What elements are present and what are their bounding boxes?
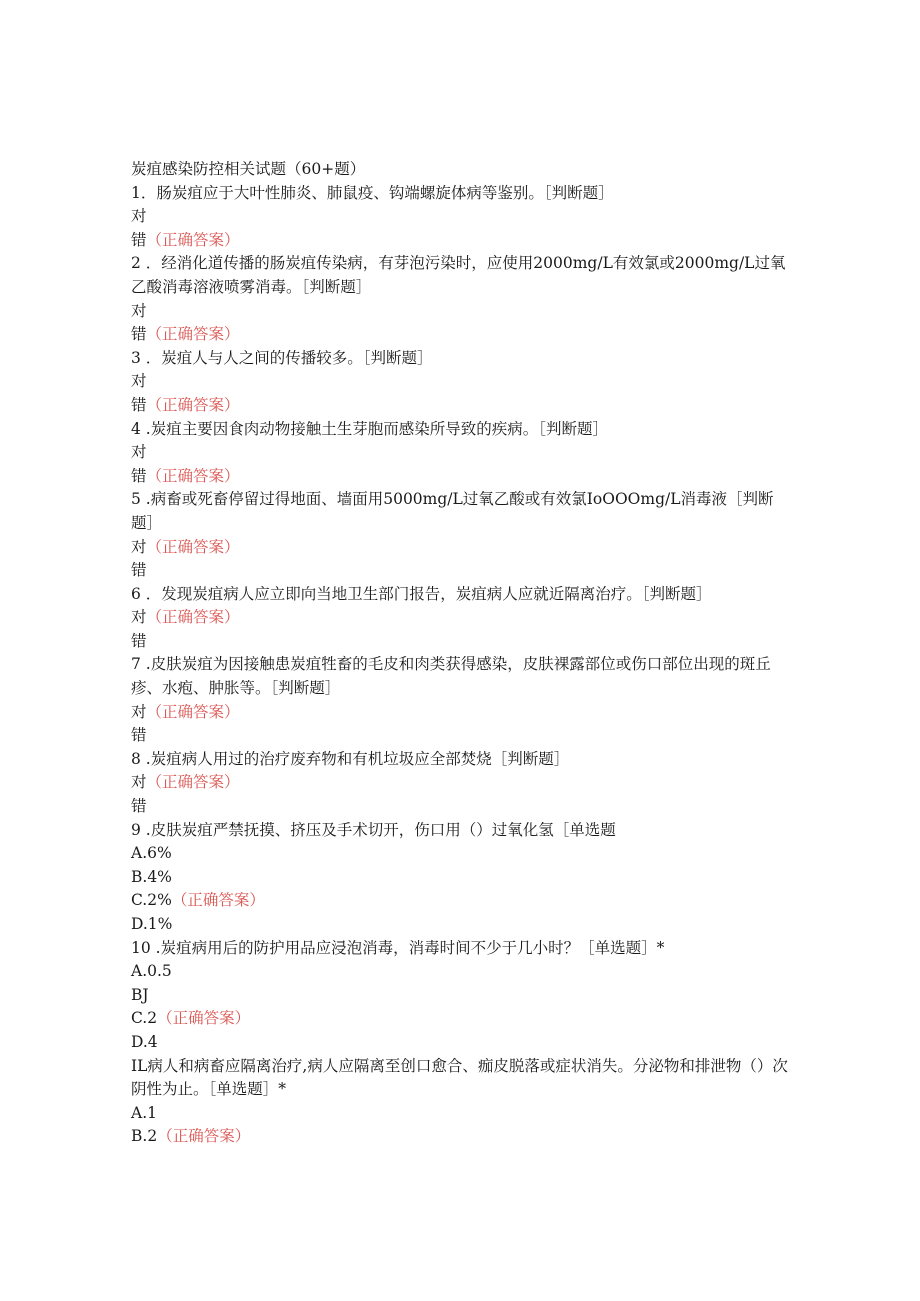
option: 对 [131,207,147,226]
option-correct: 错（正确答案） [131,395,240,414]
question-9: 9 .皮肤炭疽严禁抚摸、挤压及手术切开，伤口用（）过氧化氢［单选题 [131,820,616,839]
option: 错 [131,561,147,580]
question-10: 10 .炭疽病用后的防护用品应浸泡消毒，消毒时间不少于几小时？［单选题］* [131,938,665,957]
correct-answer-mark: （正确答案） [146,537,240,556]
document-title: 炭疽感染防控相关试题（60+题） [131,160,366,178]
option: D.4 [131,1032,158,1051]
question-2: 2 ．经消化道传播的肠炭疽传染病，有芽泡污染时，应使用2000mg/L有效氯或2000mg/L过氧乙酸消毒溶液喷雾消毒。［判断题］ [131,254,786,296]
question-6: 6 ．发现炭疽病人应立即向当地卫生部门报告，炭疽病人应就近隔离治疗。［判断题］ [131,584,712,603]
option: 对 [131,301,147,320]
option: BJ [131,985,149,1004]
option: 错 [131,631,147,650]
option-correct: 对（正确答案） [131,537,240,556]
correct-answer-mark: （正确答案） [146,325,240,344]
correct-answer-mark: （正确答案） [146,702,240,721]
question-4: 4 .炭疽主要因食肉动物接触土生芽胞而感染所导致的疾病。［判断题］ [131,419,608,438]
option-correct: C.2（正确答案） [131,1009,251,1028]
option: 错 [131,726,147,745]
correct-answer-mark: （正确答案） [171,891,265,910]
question-1: 1．肠炭疽应于大叶性肺炎、肺鼠疫、钩端螺旋体病等鉴别。［判断题］ [131,183,614,202]
correct-answer-mark: （正确答案） [146,230,240,249]
question-5: 5 .病畜或死畜停留过得地面、墙面用5000mg/L过氧乙酸或有效氯IoOOOmg/L消毒液［判断题］ [131,490,774,532]
correct-answer-mark: （正确答案） [146,466,240,485]
option-correct: 对（正确答案） [131,702,240,721]
document-body [131,158,791,1149]
question-7: 7 .皮肤炭疽为因接触患炭疽牲畜的毛皮和肉类获得感染，皮肤裸露部位或伤口部位出现的斑丘疹、水疱、肿胀等。［判断题］ [131,655,771,698]
question-8: 8 .炭疽病人用过的治疗废弃物和有机垃圾应全部焚烧［判断题］ [131,749,570,768]
correct-answer-mark: （正确答案） [146,608,240,627]
option-correct: C.2%（正确答案） [131,891,265,910]
option: A.0.5 [131,962,172,981]
option-correct: 错（正确答案） [131,230,240,249]
option-correct: B.2（正确答案） [131,1127,251,1146]
option-correct: 错（正确答案） [131,325,240,344]
option: D.1% [131,915,173,933]
option: 错 [131,797,147,816]
correct-answer-mark: （正确答案） [157,1009,251,1028]
correct-answer-mark: （正确答案） [146,773,240,792]
option-correct: 错（正确答案） [131,466,240,485]
correct-answer-mark: （正确答案） [157,1127,251,1146]
option: B.4% [131,867,172,886]
question-3: 3 ．炭疽人与人之间的传播较多。［判断题］ [131,348,433,367]
correct-answer-mark: （正确答案） [146,395,240,414]
option: 对 [131,443,147,462]
option-correct: 对（正确答案） [131,608,240,627]
question-11: IL病人和病畜应隔离治疗,病人应隔离至创口愈合、痂皮脱落或症状消失。分泌物和排泄物（）次阴性为止。［单选题］* [131,1056,788,1099]
option: A.6% [131,844,172,863]
option-correct: 对（正确答案） [131,773,240,792]
option: 对 [131,372,147,391]
option: A.1 [131,1103,157,1122]
